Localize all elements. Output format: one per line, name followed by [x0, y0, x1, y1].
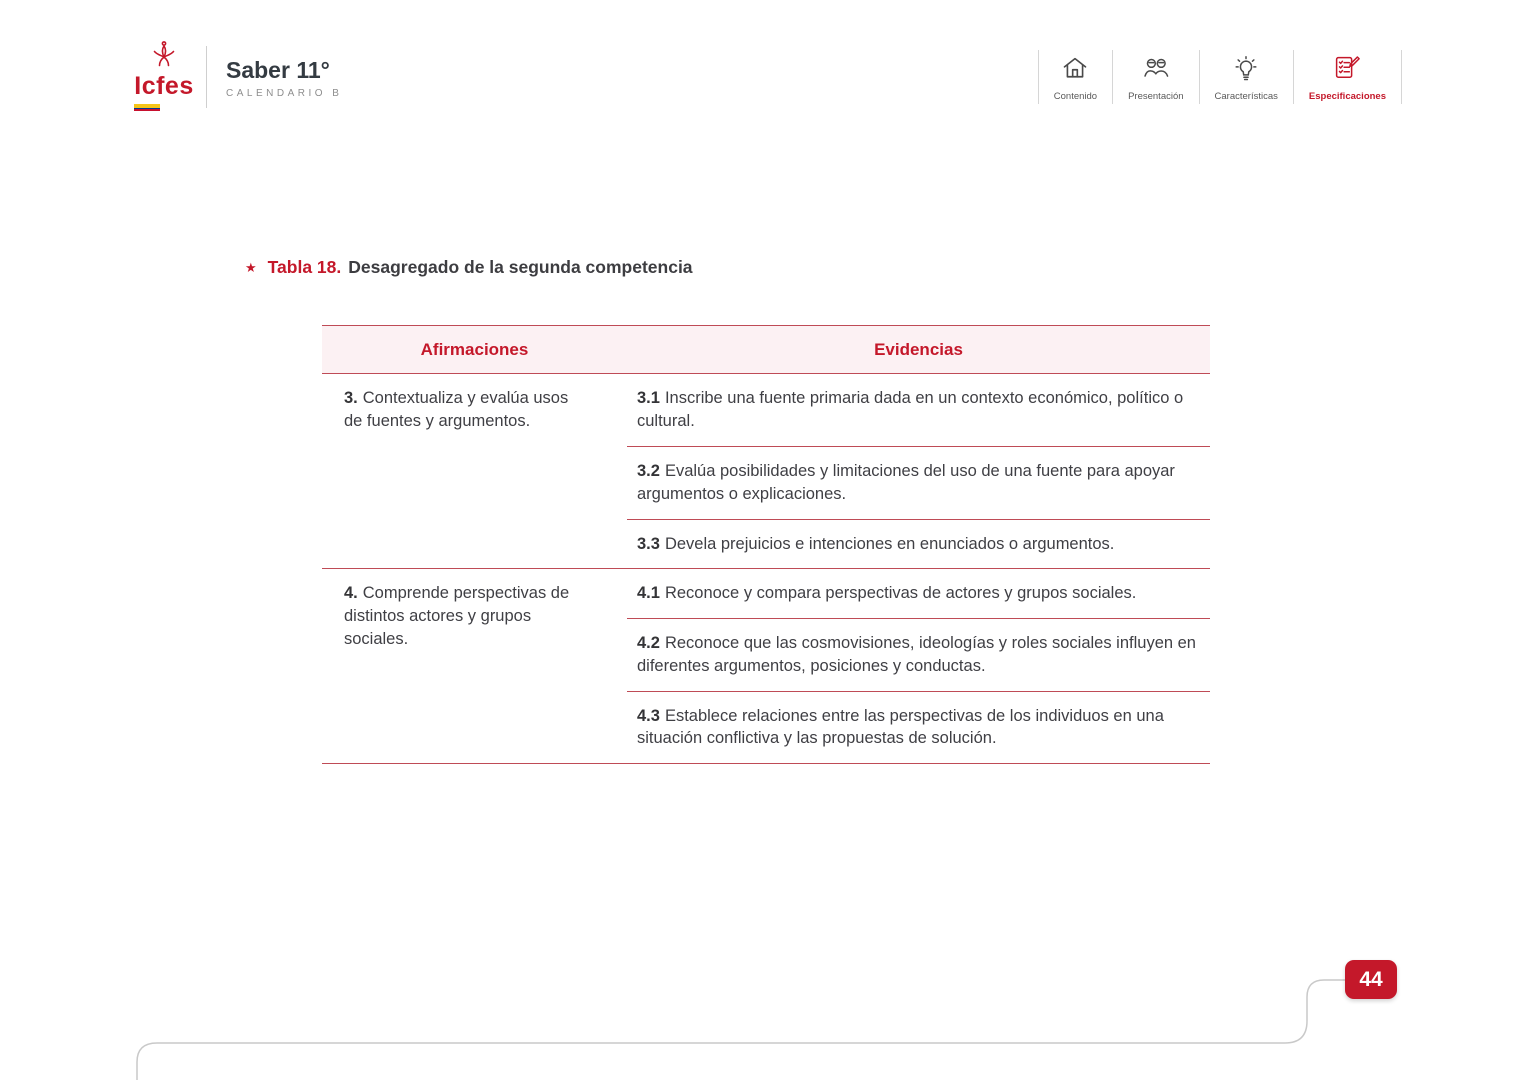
evidencia-text: Evalúa posibilidades y limitaciones del uso de una fuente para apoyar argumentos o explicaciones. — [637, 461, 1175, 503]
evidencia-number: 3.1 — [637, 389, 660, 408]
evidencias-cell — [627, 374, 1210, 568]
evidencia-number: 3.3 — [637, 534, 660, 553]
nav-item-contenido[interactable] — [1038, 50, 1112, 104]
evidencia-text: Reconoce y compara perspectivas de actores y grupos sociales. — [664, 584, 1137, 603]
competencia-table — [322, 325, 1210, 764]
exam-subtitle: CALENDARIO B — [226, 88, 343, 99]
page-number-badge: 44 — [1345, 960, 1397, 999]
table-row — [322, 569, 1210, 764]
star-bullet-icon: ★ — [245, 259, 257, 275]
afirmacion-number: 4. — [344, 584, 358, 603]
icfes-emblem-icon — [149, 40, 179, 72]
exam-title — [226, 57, 342, 99]
column-header-afirmaciones: Afirmaciones — [420, 340, 529, 359]
evidencia-text: Devela prejuicios e intenciones en enunciados o argumentos. — [664, 534, 1115, 553]
exam-name: Saber — [226, 57, 290, 83]
table-title-text: Desagregado de la segunda competencia — [348, 257, 693, 277]
nav-label: Presentación — [1128, 91, 1184, 102]
afirmacion-text: Contextualiza y evalúa usos de fuentes y argumentos. — [344, 389, 569, 431]
evidencia-text: Establece relaciones entre las perspectivas de los individuos en una situación conflictiva y las propuestas de solución. — [637, 706, 1164, 748]
evidencias-cell — [627, 569, 1210, 763]
evidencia-text: Inscribe una fuente primaria dada en un contexto económico, político o cultural. — [637, 389, 1184, 431]
table-number: Tabla 18. — [267, 257, 342, 277]
nav-label: Especificaciones — [1308, 91, 1386, 102]
top-navigation — [1038, 50, 1402, 104]
evidencia-item — [627, 619, 1210, 692]
afirmacion-text: Comprende perspectivas de distintos actores y grupos sociales. — [344, 584, 570, 648]
column-header-evidencias: Evidencias — [874, 340, 963, 359]
table-row — [322, 374, 1210, 569]
afirmacion-number: 3. — [344, 389, 358, 408]
afirmacion-cell — [322, 569, 627, 763]
table-header-row — [322, 325, 1210, 374]
nav-item-presentacion[interactable] — [1112, 50, 1198, 104]
evidencia-number: 4.2 — [637, 634, 660, 653]
document-pencil-icon — [1332, 52, 1362, 84]
table-caption — [245, 257, 693, 278]
evidencia-item — [627, 692, 1210, 764]
evidencia-text: Reconoce que las cosmovisiones, ideologías y roles sociales influyen en diferentes argumentos, posiciones y conductas. — [637, 634, 1196, 675]
nav-item-caracteristicas[interactable] — [1199, 50, 1293, 104]
evidencia-number: 4.3 — [637, 706, 660, 725]
nav-label: Características — [1214, 91, 1278, 102]
evidencia-item — [627, 569, 1210, 619]
evidencia-number: 3.2 — [637, 461, 660, 480]
home-icon — [1061, 52, 1089, 84]
nav-label: Contenido — [1053, 91, 1098, 102]
people-icon — [1141, 52, 1171, 84]
icfes-logo — [128, 40, 200, 111]
icfes-wordmark: Icfes — [134, 72, 194, 100]
evidencia-item — [627, 520, 1210, 569]
evidencia-item — [627, 374, 1210, 447]
evidencia-number: 4.1 — [637, 584, 660, 603]
colombia-flag — [134, 104, 160, 111]
evidencia-item — [627, 447, 1210, 520]
header-divider — [206, 46, 207, 108]
nav-item-especificaciones[interactable] — [1293, 50, 1402, 104]
exam-grade: 11° — [296, 57, 330, 83]
afirmacion-cell — [322, 374, 627, 568]
lightbulb-icon — [1231, 52, 1261, 84]
